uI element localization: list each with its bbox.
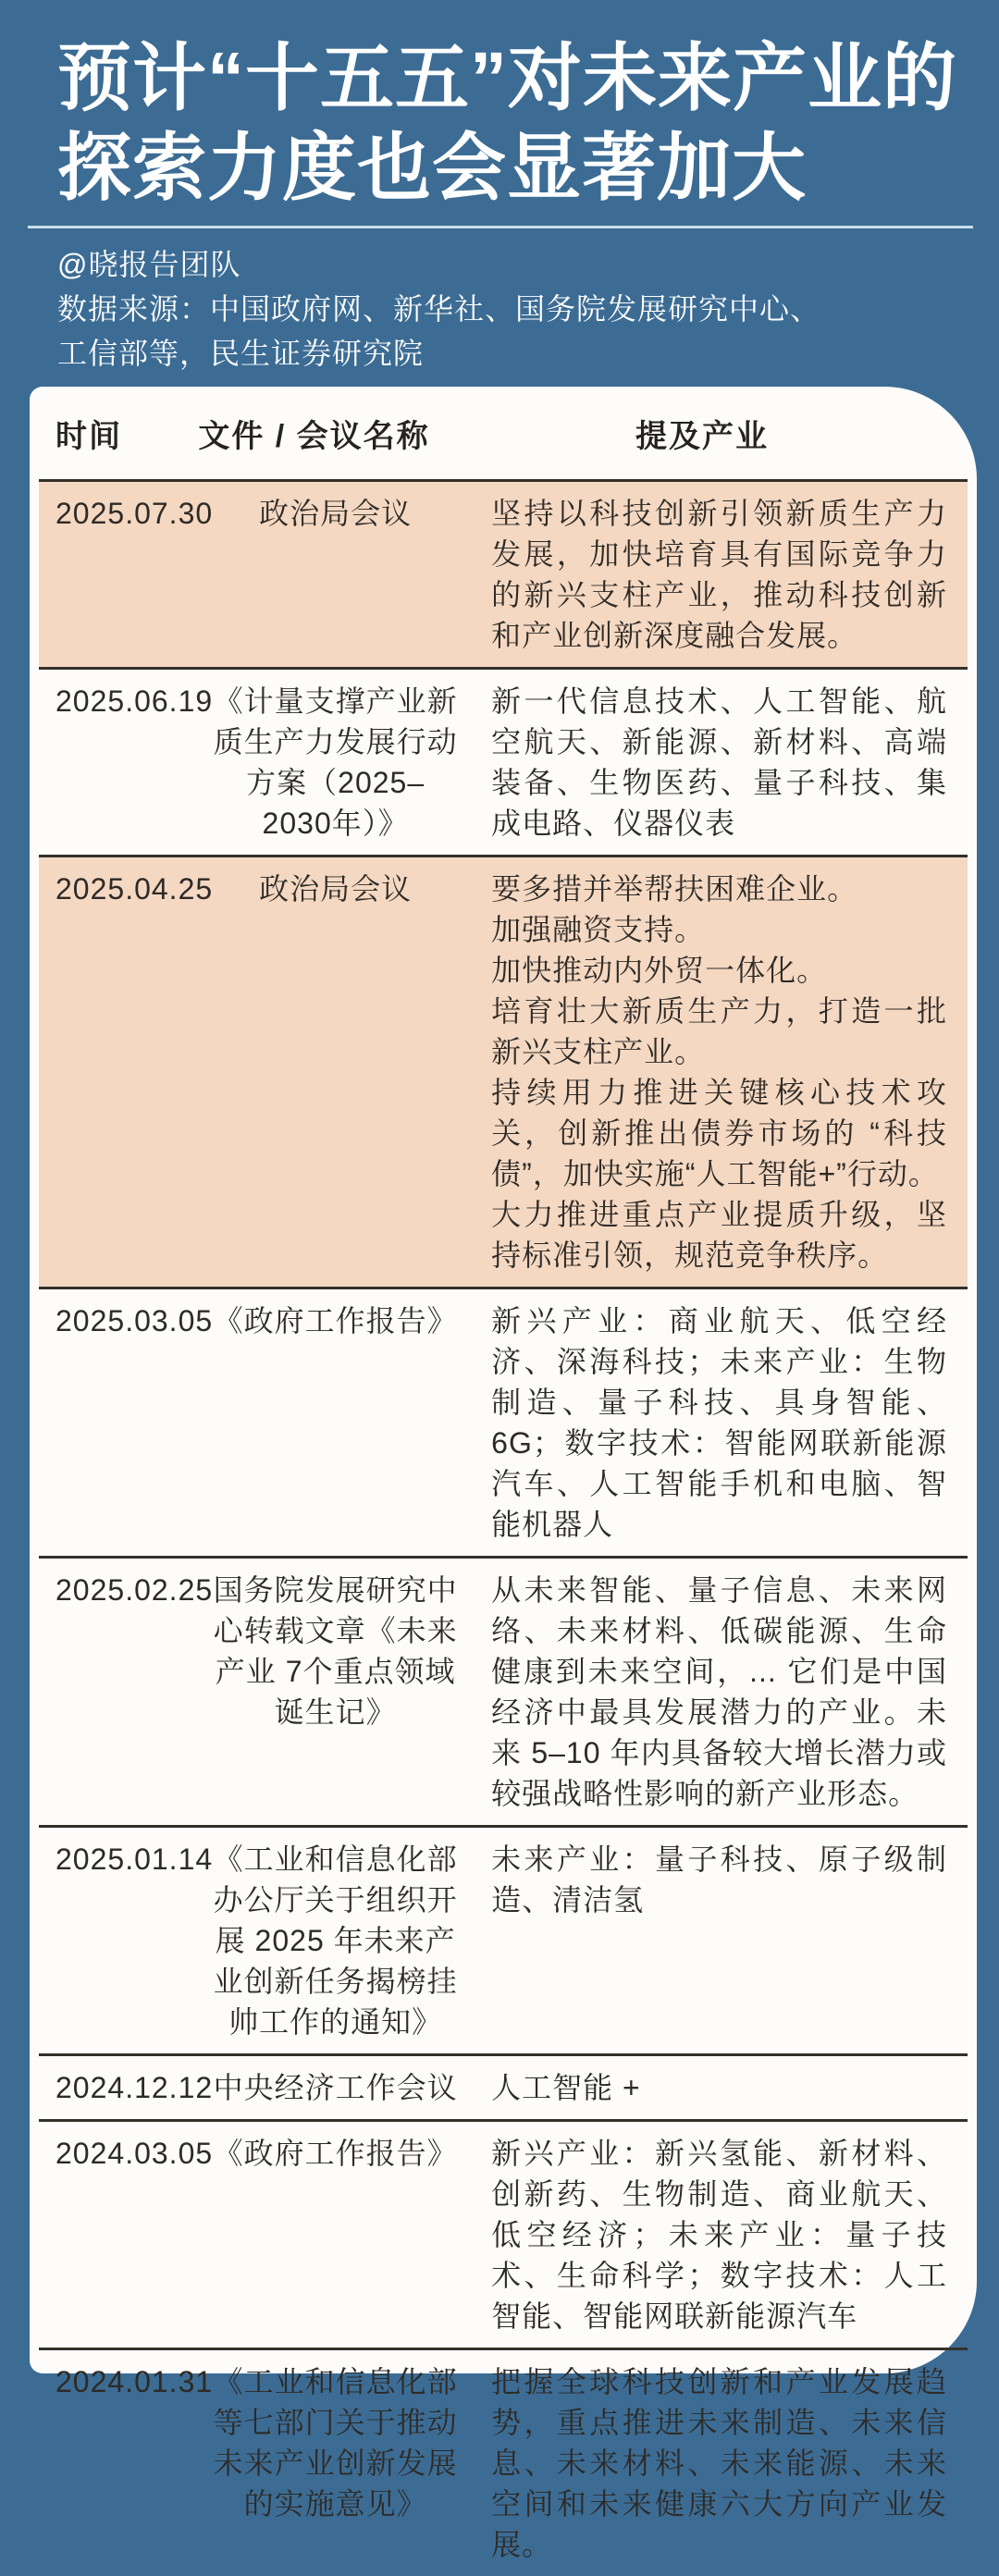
table-body	[39, 482, 968, 2576]
row-doc-name: 《政府工作报告》	[213, 1304, 458, 1337]
table-row	[39, 1828, 968, 2056]
row-date: 2025.01.14	[56, 1843, 214, 1876]
row-date: 2024.01.31	[56, 2365, 214, 2398]
table-row	[39, 2350, 968, 2576]
table-row	[39, 1289, 968, 1559]
row-date: 2025.06.19	[56, 684, 214, 718]
table-card	[30, 387, 977, 2561]
row-doc-name: 政治局会议	[259, 497, 413, 530]
page-title-line-1: 预计“十五五”对未来产业的	[57, 37, 957, 119]
row-industries: 把握全球科技创新和产业发展趋势，重点推进未来制造、未来信息、未来材料、未来能源、未来空间和未来健康六大方向产业发展。	[491, 2365, 947, 2561]
author-credit: @晓报告团队	[57, 248, 241, 281]
title-divider	[28, 226, 973, 228]
row-doc-name: 中央经济工作会议	[213, 2071, 458, 2104]
table-row	[39, 857, 968, 1289]
row-doc-name: 《工业和信息化部办公厅关于组织开展 2025 年未来产业创新任务揭榜挂帅工作的通知》	[213, 1843, 458, 2039]
row-doc-name: 《工业和信息化部等七部门关于推动未来产业创新发展的实施意见》	[213, 2365, 458, 2521]
row-date: 2025.02.25	[56, 1573, 214, 1607]
row-date: 2025.03.05	[56, 1304, 214, 1337]
row-industries: 未来产业：量子科技、原子级制造、清洁氢	[491, 1843, 947, 1917]
header-industries: 提及产业	[635, 418, 769, 454]
row-date: 2024.12.12	[56, 2071, 214, 2104]
header-document-name: 文件 / 会议名称	[198, 418, 430, 454]
header-time: 时间	[56, 418, 122, 454]
data-source-line-2: 工信部等，民生证券研究院	[57, 337, 425, 370]
table-row	[39, 2122, 968, 2350]
row-date: 2025.04.25	[56, 872, 214, 906]
row-industries: 新兴产业：新兴氢能、新材料、创新药、生物制造、商业航天、低空经济；未来产业：量子技术、生命科学；数字技术：人工智能、智能网联新能源汽车	[491, 2137, 947, 2333]
row-doc-name: 国务院发展研究中心转载文章《未来产业 7个重点领域诞生记》	[213, 1573, 458, 1729]
data-source-line-1: 数据来源：中国政府网、新华社、国务院发展研究中心、	[57, 292, 821, 326]
table-row	[39, 670, 968, 857]
table-row	[39, 1559, 968, 1828]
table-row	[39, 2056, 968, 2122]
page-title-line-2: 探索力度也会显著加大	[57, 127, 807, 209]
row-doc-name: 政治局会议	[259, 872, 413, 906]
row-industries: 坚持以科技创新引领新质生产力发展，加快培育具有国际竞争力的新兴支柱产业，推动科技创新和产业创新深度融合发展。	[491, 497, 947, 652]
row-industries: 人工智能 +	[491, 2071, 641, 2104]
row-industries: 从未来智能、量子信息、未来网络、未来材料、低碳能源、生命健康到未来空间，... 它们是中国经济中最具发展潜力的产业。未来 5–10 年内具备较大增长潜力或较强战略性影响的新产业形态。	[491, 1573, 947, 1810]
source-info	[57, 242, 820, 376]
row-date: 2025.07.30	[56, 497, 214, 530]
row-date: 2024.03.05	[56, 2137, 214, 2170]
page-title	[57, 33, 957, 213]
row-industries: 新兴产业：商业航天、低空经济、深海科技；未来产业：生物制造、量子科技、具身智能、6G；数字技术：智能网联新能源汽车、人工智能手机和电脑、智能机器人	[491, 1304, 947, 1541]
table-header	[39, 387, 968, 482]
row-doc-name: 《计量支撑产业新质生产力发展行动方案（2025–2030年）》	[213, 684, 458, 840]
row-industries: 新一代信息技术、人工智能、航空航天、新能源、新材料、高端装备、生物医药、量子科技、集成电路、仪器仪表	[491, 684, 947, 840]
policy-table	[39, 387, 968, 2576]
row-doc-name: 《政府工作报告》	[213, 2137, 458, 2170]
row-industries: 要多措并举帮扶困难企业。 加强融资支持。 加快推动内外贸一体化。 培育壮大新质生产力，打造一批新兴支柱产业。 持续用力推进关键核心技术攻关，创新推出债券市场的 “科技债”，加快实施“人工智能+”行动。 大力推进重点产业提质升级，坚持标准引领，规范竞争秩序。	[491, 872, 947, 1272]
table-row	[39, 482, 968, 670]
